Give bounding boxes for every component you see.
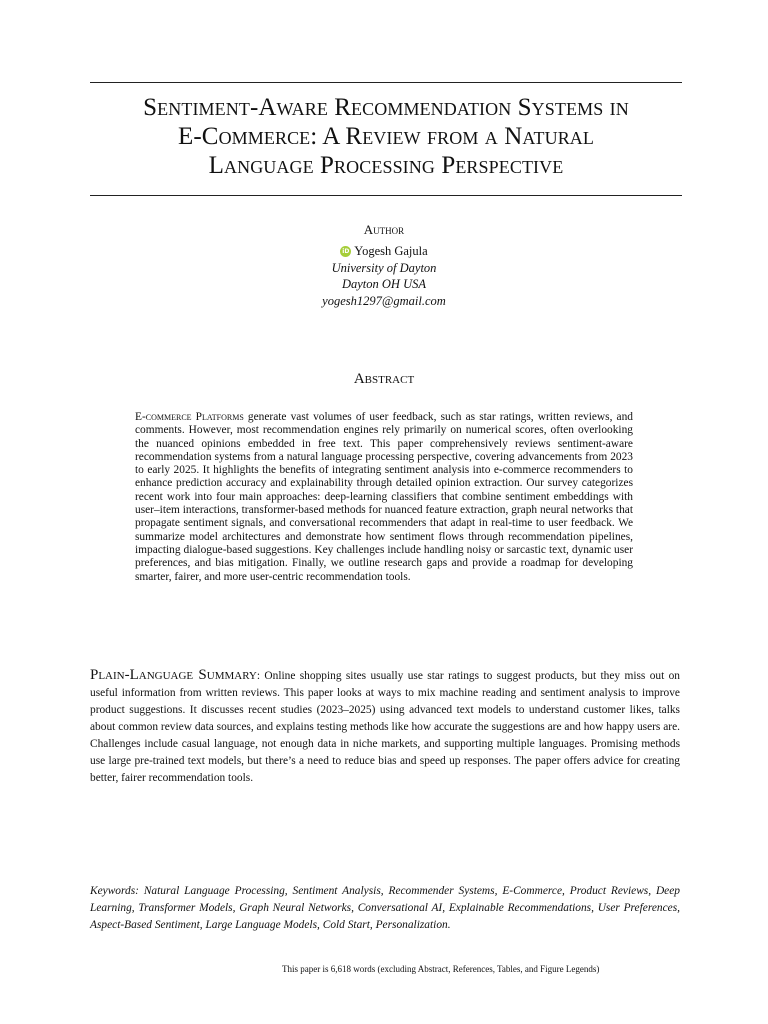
top-rule [90,82,682,83]
bottom-rule [90,195,682,196]
title-line: E-Commerce: A Review from a Natural [178,123,594,150]
author-heading: Author [363,222,405,237]
author-affiliation: University of Dayton [331,260,437,275]
word-count-note: This paper is 6,618 words (excluding Abstract, References, Tables, and Figure Legends) [282,964,600,974]
author-name: Yogesh Gajula [354,243,428,258]
title-line: Sentiment-Aware Recommendation Systems in [143,94,629,121]
abstract-heading: Abstract [353,371,415,387]
title-line: Language Processing Perspective [208,152,564,179]
paper-title [90,93,682,180]
author-name-row [0,241,768,260]
summary-lead: Plain-Language Summary [90,667,257,683]
abstract-lead: E-commerce Platforms [135,411,244,423]
keywords: Keywords: Natural Language Processing, Sentiment Analysis, Recommender Systems, E-Commerce, Product Reviews, Deep Learning, Transformer Models, Graph Neural Networks, Conversational AI, Explainable Recommendations, User Preferences, Aspect-Based Sentiment, Large Language Models, Cold Start, Personalization. [90,885,680,931]
abstract-body [135,411,633,584]
author-location: Dayton OH USA [341,277,426,292]
author-block [0,222,768,310]
summary-text: : Online shopping sites usually use star ratings to suggest products, but they miss out on useful information from written reviews. This paper looks at ways to mix machine reading and sentiment analysis to improve product suggestions. It discusses recent studies (2023–2025) using advanced text models to understand customer likes, talks about common review data sources, and explains testing methods like how accurate the suggestions are and how happy users are. Challenges include casual language, not enough data in niche markets, and supporting multiple languages. Promising methods use large pre-trained text models, but there’s a need to reduce bias and speed up responses. The paper offers advice for creating better, fairer recommendation tools. [90,670,680,784]
author-name-wrap [340,243,427,260]
author-email[interactable]: yogesh1297@gmail.com [322,293,446,308]
abstract-text: generate vast volumes of user feedback, such as star ratings, written reviews, and comments. However, most recommendation engines rely primarily on numerical scores, often overlooking the nuanced opinions embedded in free text. This paper comprehensively reviews sentiment-aware recommendation systems from a natural language processing perspective, covering advancements from 2023 to early 2025. It highlights the benefits of integrating sentiment analysis into e-commerce recommenders to enhance prediction accuracy and explainability through detailed opinion extraction. Our survey categorizes recent work into four main approaches: deep-learning classifiers that combine sentiment embeddings with user–item interactions, transformer-based methods for nuanced feature extraction, graph neural networks that propagate sentiment signals, and conversational recommenders that adapt in real-time to user feedback. We summarize model architectures and demonstrate how sentiment flows through recommendation pipelines, impacting dialogue-based suggestions. Key challenges include handling noisy or sarcastic text, dynamic user preferences, and bias mitigation. Finally, we outline research gaps and provide a roadmap for developing smarter, fairer, and more user-centric recommendation tools. [135,411,633,583]
orcid-icon[interactable]: iD [342,247,350,255]
plain-language-summary [90,667,680,787]
